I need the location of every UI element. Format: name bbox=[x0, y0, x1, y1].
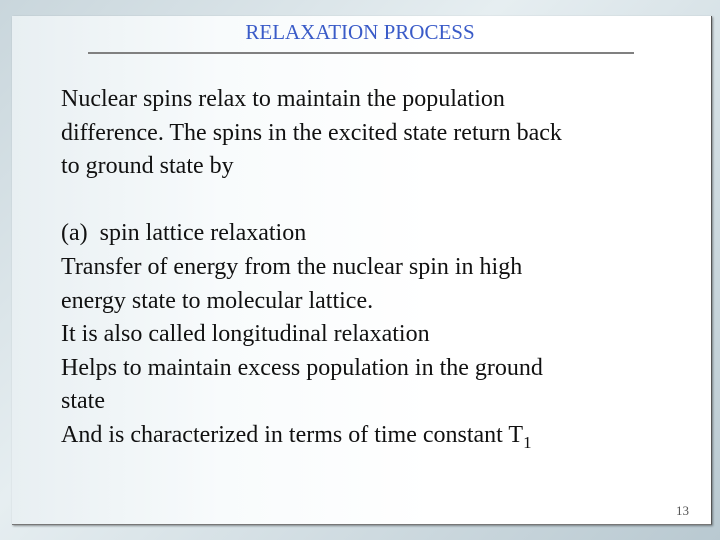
page-number: 13 bbox=[676, 503, 689, 518]
subscript: 1 bbox=[523, 432, 532, 452]
body-line: (a) spin lattice relaxation bbox=[61, 220, 307, 247]
body-line: to ground state by bbox=[61, 153, 234, 180]
body-line: Nuclear spins relax to maintain the population bbox=[61, 86, 505, 112]
body-line: difference. The spins in the excited state return back bbox=[61, 119, 562, 146]
body-line: Helps to maintain excess population in the ground bbox=[61, 354, 543, 381]
body-line: It is also called longitudinal relaxation bbox=[61, 321, 430, 348]
body-line-last bbox=[61, 419, 681, 453]
title-divider bbox=[88, 52, 634, 54]
last-line-text: And is characterized in terms of time constant T bbox=[61, 421, 524, 448]
slide-body bbox=[61, 83, 681, 453]
body-line: Transfer of energy from the nuclear spin in high bbox=[61, 253, 523, 280]
body-line: energy state to molecular lattice. bbox=[61, 287, 374, 314]
body-line: state bbox=[61, 388, 105, 415]
slide-title: RELAXATION PROCESS bbox=[245, 20, 475, 44]
